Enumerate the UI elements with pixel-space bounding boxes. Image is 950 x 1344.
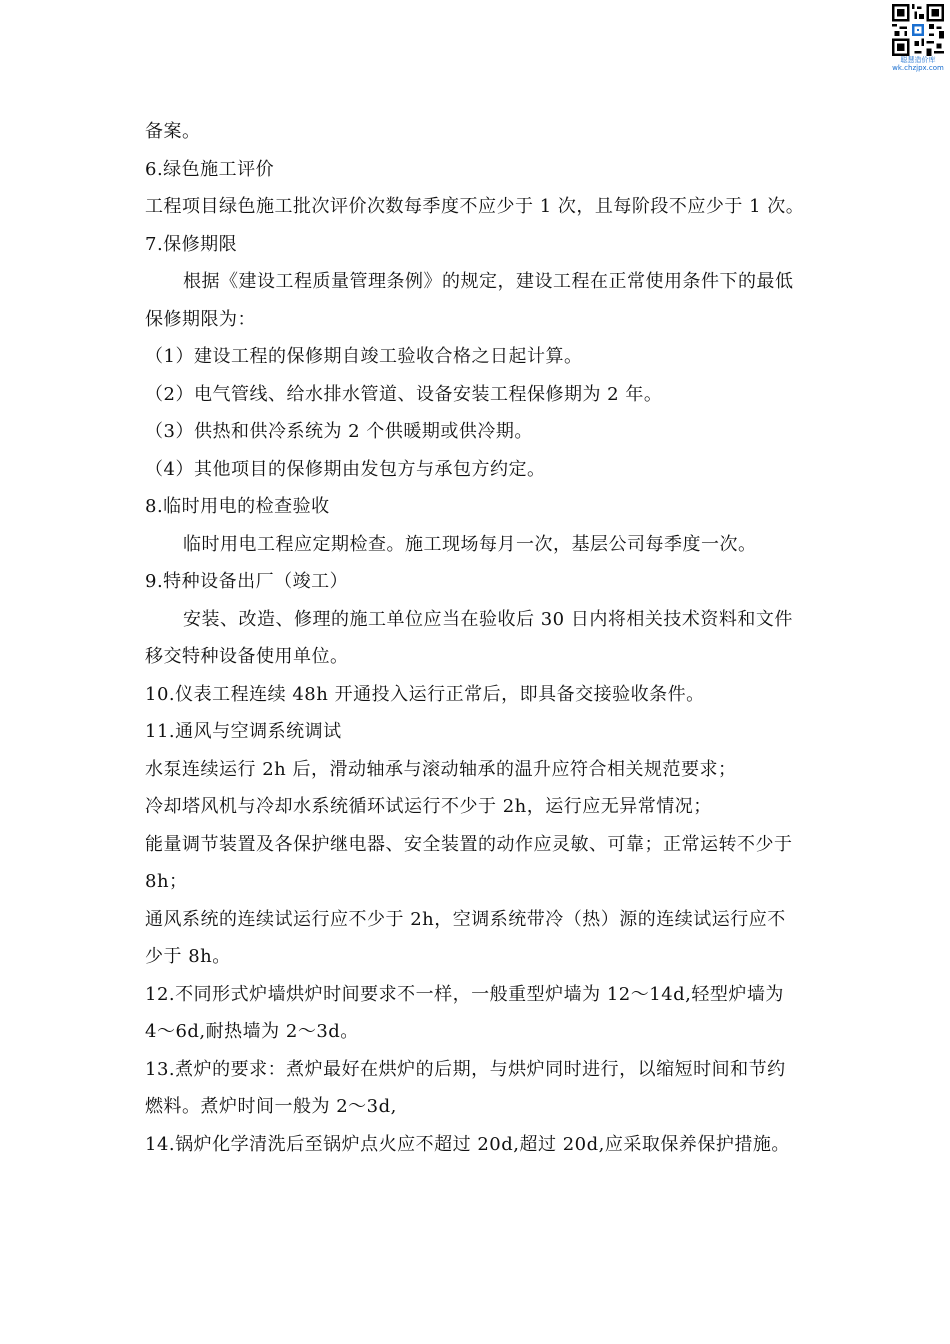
watermark-site-url: wk.chzjpx.com bbox=[892, 64, 944, 72]
section-heading: 6.绿色施工评价 bbox=[145, 158, 275, 180]
section-heading: 13.煮炉的要求：煮炉最好在烘炉的后期，与烘炉同时进行，以缩短时间和节约 bbox=[145, 1058, 786, 1080]
paragraph-line: 燃料。煮炉时间一般为 2～3d, bbox=[145, 1096, 397, 1117]
paragraph-line: 水泵连续运行 2h 后，滑动轴承与滚动轴承的温升应符合相关规范要求； bbox=[145, 758, 737, 780]
section-heading: 7.保修期限 bbox=[145, 233, 238, 255]
section-heading: 8.临时用电的检查验收 bbox=[145, 496, 330, 517]
paragraph-line: 4～6d,耐热墙为 2～3d。 bbox=[145, 1021, 359, 1042]
paragraph-line: 工程项目绿色施工批次评价次数每季度不应少于 1 次，且每阶段不应少于 1 次。 bbox=[145, 196, 805, 217]
section-heading: 14.锅炉化学清洗后至锅炉点火应不超过 20d,超过 20d,应采取保养保护措施。 bbox=[145, 1133, 790, 1155]
watermark-site-name: 聪慧造价库 bbox=[900, 56, 936, 64]
section-heading: 10.仪表工程连续 48h 开通投入运行正常后，即具备交接验收条件。 bbox=[145, 683, 705, 705]
paragraph-line: 移交特种设备使用单位。 bbox=[145, 646, 349, 667]
paragraph-line: 备案。 bbox=[145, 121, 201, 142]
paragraph-line: 根据《建设工程质量管理条例》的规定，建设工程在正常使用条件下的最低 bbox=[183, 271, 794, 292]
list-item: （1）建设工程的保修期自竣工验收合格之日起计算。 bbox=[145, 346, 583, 367]
section-heading: 12.不同形式炉墙烘炉时间要求不一样，一般重型炉墙为 12～14d,轻型炉墙为 bbox=[145, 983, 784, 1005]
paragraph-line: 临时用电工程应定期检查。施工现场每月一次，基层公司每季度一次。 bbox=[183, 533, 757, 555]
watermark-badge bbox=[890, 4, 946, 74]
document-body bbox=[145, 113, 815, 1163]
list-item: （4）其他项目的保修期由发包方与承包方约定。 bbox=[145, 458, 546, 480]
paragraph-line: 8h； bbox=[145, 871, 188, 892]
section-heading: 11.通风与空调系统调试 bbox=[145, 721, 342, 742]
paragraph-line: 能量调节装置及各保护继电器、安全装置的动作应灵敏、可靠；正常运转不少于 bbox=[145, 833, 793, 855]
paragraph-line: 通风系统的连续试运行应不少于 2h，空调系统带冷（热）源的连续试运行应不 bbox=[145, 908, 786, 930]
paragraph-line: 冷却塔风机与冷却水系统循环试运行不少于 2h，运行应无异常情况； bbox=[145, 796, 712, 817]
paragraph-line: 保修期限为： bbox=[145, 308, 256, 330]
list-item: （3）供热和供冷系统为 2 个供暖期或供冷期。 bbox=[145, 421, 533, 442]
paragraph-line: 安装、改造、修理的施工单位应当在验收后 30 日内将相关技术资料和文件 bbox=[183, 608, 793, 630]
section-heading: 9.特种设备出厂（竣工） bbox=[145, 571, 349, 592]
list-item: （2）电气管线、给水排水管道、设备安装工程保修期为 2 年。 bbox=[145, 383, 663, 405]
qr-code-icon bbox=[892, 4, 944, 56]
paragraph-line: 少于 8h。 bbox=[145, 946, 231, 967]
